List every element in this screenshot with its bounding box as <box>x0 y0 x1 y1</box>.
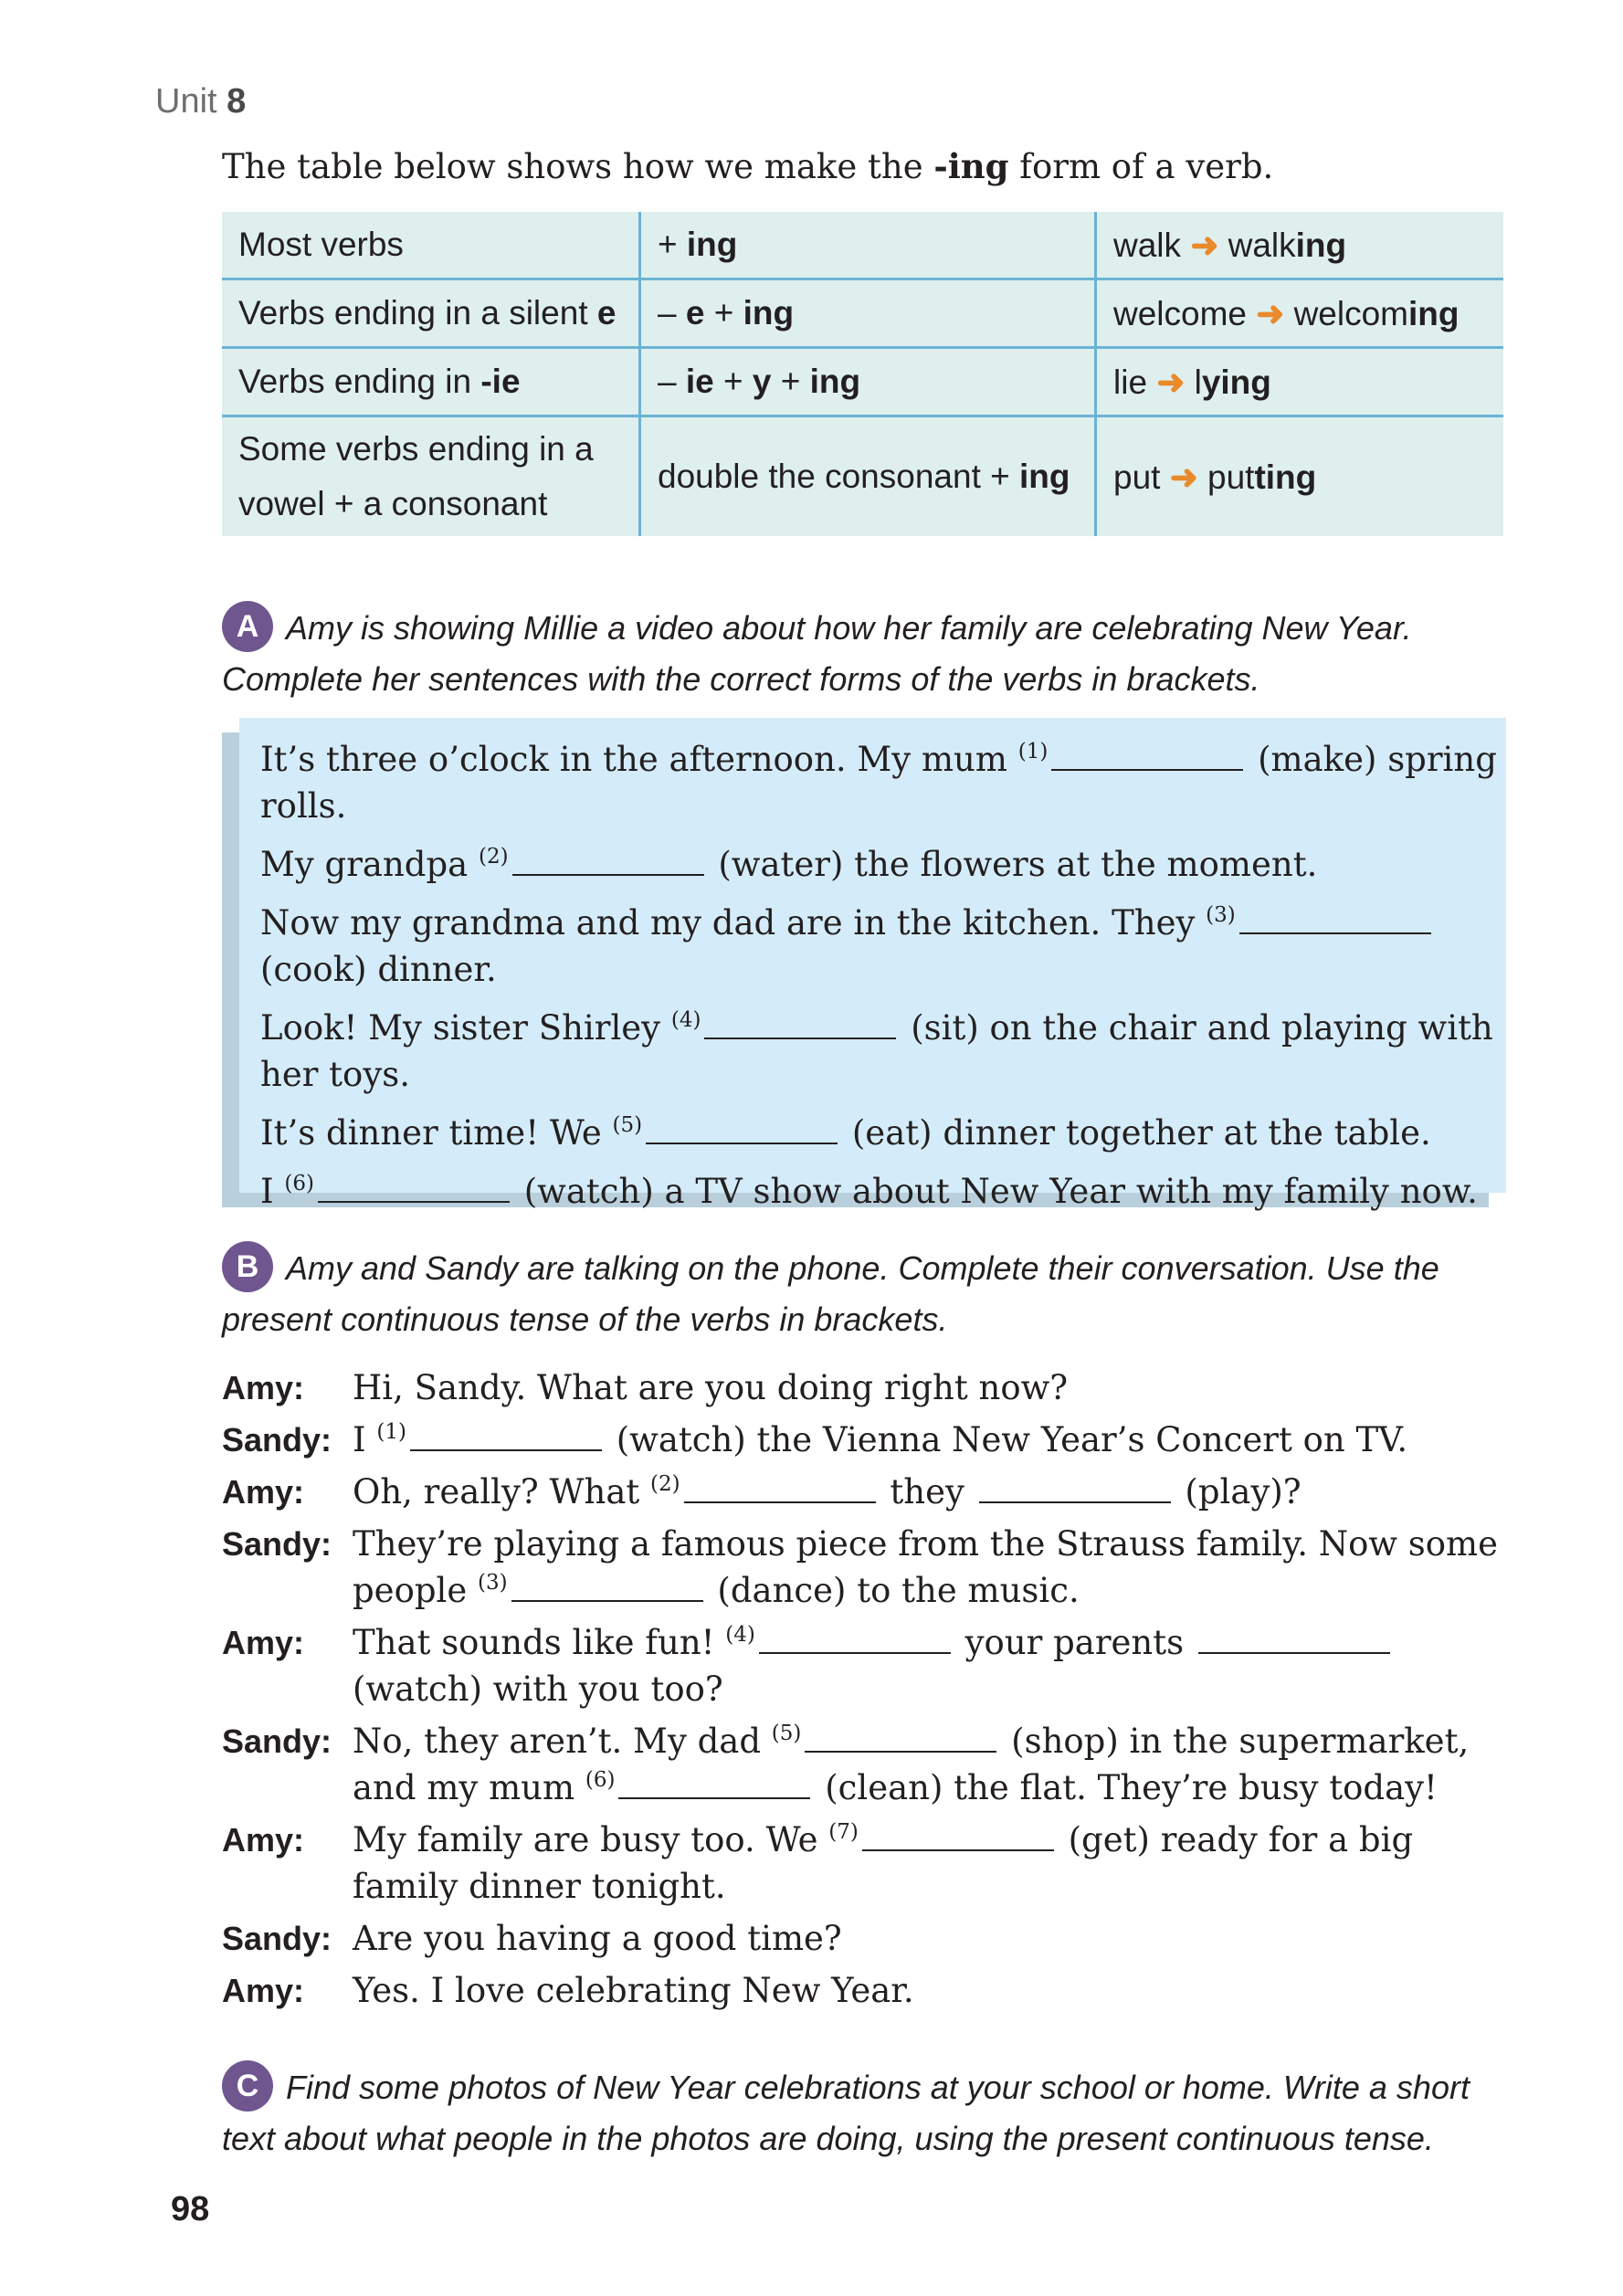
change-part: ing <box>1019 458 1070 495</box>
change-part: e <box>685 294 705 332</box>
item-number: (5) <box>612 1113 643 1137</box>
rule-text: Some verbs ending in a vowel + a consonant <box>238 430 594 522</box>
change-part: ie <box>685 363 714 400</box>
speech-text <box>353 1521 1519 1614</box>
item-number: (5) <box>771 1722 802 1745</box>
speaker-name: Amy: <box>222 1369 305 1406</box>
speech-text <box>353 1364 1519 1411</box>
rule-cell <box>222 348 640 416</box>
speech-part: No, they aren’t. My dad <box>353 1722 772 1761</box>
change-cell <box>640 348 1096 416</box>
item-number: (2) <box>650 1472 680 1496</box>
speech-text <box>353 1469 1519 1515</box>
page-number: 98 <box>171 2190 210 2228</box>
answer-blank[interactable] <box>684 1472 876 1503</box>
speech-part: (clean) the flat. They’re busy today! <box>814 1768 1438 1807</box>
arrow-icon: ➜ <box>1169 458 1198 496</box>
answer-blank[interactable] <box>979 1472 1171 1503</box>
sentence-before: It’s three o’clock in the afternoon. My mum <box>260 740 1018 779</box>
exercise-b-text: Amy and Sandy are talking on the phone. Complete their conversation. Use the present continuous tense of the verbs in brackets. <box>222 1249 1439 1339</box>
dialogue-line <box>222 1469 1519 1515</box>
item-number: (6) <box>585 1768 616 1792</box>
rule-text: Most verbs <box>238 226 404 263</box>
sentence-after: (eat) dinner together at the table. <box>841 1113 1431 1153</box>
item-number: (2) <box>479 845 509 869</box>
speaker-name: Amy: <box>222 1473 305 1511</box>
sentence-after: (cook) dinner. <box>260 950 497 989</box>
speaker-name: Amy: <box>222 1972 305 2009</box>
answer-blank[interactable] <box>410 1420 602 1451</box>
exercise-a-text: Amy is showing Millie a video about how her family are celebrating New Year. Complete her sentences with the correct forms of the verbs in brackets. <box>222 609 1412 699</box>
change-part: + <box>713 363 753 400</box>
speaker-name: Amy: <box>222 1624 305 1661</box>
change-cell <box>640 212 1096 279</box>
example-result: welcom <box>1284 294 1408 332</box>
example-result: put <box>1197 458 1255 496</box>
exercise-c-text: Find some photos of New Year celebrations at your school or home. Write a short text about what people in the photos are doing, using the present continuous tense. <box>222 2069 1470 2158</box>
rule-cell <box>222 212 640 279</box>
speech-part: That sounds like fun! <box>353 1623 726 1662</box>
example-cell <box>1096 212 1504 279</box>
example-base: put <box>1113 458 1170 496</box>
speech-part: (dance) to the music. <box>706 1571 1080 1610</box>
change-cell <box>640 279 1096 348</box>
intro-before: The table below shows how we make the <box>222 147 934 186</box>
example-suffix: ing <box>1295 226 1347 264</box>
dialogue-line <box>222 1417 1519 1463</box>
rule-bold: -ie <box>480 363 521 400</box>
arrow-icon: ➜ <box>1156 363 1186 401</box>
change-part: – <box>658 363 686 400</box>
dialogue-line <box>222 1817 1519 1910</box>
sentence-after: (water) the flowers at the moment. <box>707 845 1318 884</box>
answer-blank[interactable] <box>759 1623 951 1654</box>
exercise-b-instruction <box>222 1245 1519 1343</box>
dialogue-line <box>222 1364 1519 1411</box>
dialogue-line <box>222 1967 1519 2014</box>
arrow-icon: ➜ <box>1256 294 1285 332</box>
change-part: ing <box>686 226 738 263</box>
sentence-before: My grandpa <box>260 845 480 884</box>
item-number: (1) <box>1017 740 1049 764</box>
exercise-b-dialogue <box>222 1364 1519 2019</box>
item-number: (4) <box>670 1008 701 1032</box>
answer-blank[interactable] <box>1239 903 1431 934</box>
exercise-a-sentence <box>260 1168 1512 1215</box>
unit-number: 8 <box>227 82 247 121</box>
rule-cell <box>222 416 640 537</box>
item-number: (6) <box>284 1172 314 1195</box>
exercise-c-badge: C <box>222 2060 273 2112</box>
rule-bold: e <box>596 294 617 332</box>
speaker-name: Amy: <box>222 1821 305 1859</box>
answer-blank[interactable] <box>862 1820 1054 1851</box>
example-result: walk <box>1218 226 1296 264</box>
speech-part: (watch) the Vienna New Year’s Concert on TV. <box>605 1420 1408 1459</box>
speech-part: they <box>879 1472 975 1511</box>
answer-blank[interactable] <box>318 1172 510 1203</box>
example-cell <box>1096 279 1504 348</box>
example-base: welcome <box>1113 294 1257 332</box>
speaker-name: Sandy: <box>222 1525 332 1563</box>
speech-part: Are you having a good time? <box>353 1919 842 1958</box>
exercise-a-sentence <box>260 841 1512 888</box>
answer-blank[interactable] <box>511 1571 703 1602</box>
item-number: (7) <box>828 1820 859 1844</box>
sentence-before: It’s dinner time! We <box>260 1113 613 1153</box>
dialogue-line <box>222 1521 1519 1614</box>
sentence-before: Now my grandma and my dad are in the kitchen. They <box>260 903 1207 943</box>
sentence-before: Look! My sister Shirley <box>260 1008 671 1048</box>
item-number: (3) <box>1206 903 1236 927</box>
dialogue-line <box>222 1915 1519 1962</box>
speaker-name: Sandy: <box>222 1421 332 1459</box>
dialogue-line <box>222 1718 1519 1811</box>
table-row <box>222 416 1503 537</box>
exercise-a-badge: A <box>222 601 273 652</box>
table-row <box>222 212 1503 279</box>
change-part: + <box>771 363 810 400</box>
example-base: lie <box>1113 363 1157 401</box>
example-suffix: ing <box>1408 294 1460 332</box>
rule-text: Verbs ending in <box>238 363 481 400</box>
change-cell <box>640 416 1096 537</box>
example-result: l <box>1185 363 1202 401</box>
speech-part: Hi, Sandy. What are you doing right now? <box>353 1368 1069 1407</box>
intro-text <box>222 146 1273 186</box>
exercise-a-box <box>239 718 1506 1211</box>
speech-text <box>353 1619 1519 1712</box>
table-row <box>222 279 1503 348</box>
change-part: + <box>658 226 687 263</box>
change-part: + <box>704 294 743 332</box>
change-part: ing <box>743 294 795 332</box>
answer-blank[interactable] <box>1051 740 1243 771</box>
change-part: – <box>658 294 686 332</box>
unit-label: Unit <box>155 82 217 121</box>
item-number: (3) <box>478 1571 508 1595</box>
speech-part: (play)? <box>1174 1472 1302 1511</box>
speech-part: (watch) with you too? <box>353 1669 723 1709</box>
exercise-a-sentence <box>260 1005 1512 1098</box>
speech-part: (shop) in the supermarket, and my mum <box>353 1722 1470 1807</box>
example-base: walk <box>1113 226 1191 264</box>
unit-heading <box>155 82 246 121</box>
answer-blank[interactable] <box>704 1008 896 1039</box>
sentence-before: I <box>260 1172 285 1211</box>
speech-text <box>353 1417 1519 1463</box>
speech-text <box>353 1817 1519 1910</box>
speech-part: Yes. I love celebrating New Year. <box>353 1971 914 2010</box>
rule-cell <box>222 279 640 348</box>
speech-part: They’re playing a famous piece from the Strauss family. Now some people <box>353 1524 1499 1610</box>
sentence-after: (watch) a TV show about New Year with my family now. <box>512 1172 1478 1211</box>
speech-part: (get) ready for a big family dinner tonight. <box>353 1820 1414 1906</box>
speech-text <box>353 1915 1519 1962</box>
answer-blank[interactable] <box>512 845 704 876</box>
change-part: ing <box>809 363 861 400</box>
speech-text <box>353 1718 1519 1811</box>
speech-part: your parents <box>954 1623 1195 1662</box>
example-cell <box>1096 416 1504 537</box>
answer-blank[interactable] <box>1198 1623 1390 1654</box>
speech-text <box>353 1967 1519 2014</box>
exercise-a-sentence <box>260 736 1512 829</box>
change-part: y <box>752 363 772 400</box>
speech-part: My family are busy too. We <box>353 1820 829 1859</box>
example-cell <box>1096 348 1504 416</box>
example-suffix: ying <box>1201 363 1271 401</box>
answer-blank[interactable] <box>618 1768 810 1799</box>
speech-part: I <box>353 1420 377 1459</box>
exercise-a-instruction <box>222 605 1519 702</box>
ing-rules-table <box>222 212 1503 536</box>
arrow-icon: ➜ <box>1190 226 1219 264</box>
example-suffix: ting <box>1254 458 1317 496</box>
speaker-name: Sandy: <box>222 1722 332 1760</box>
intro-after: form of a verb. <box>1008 147 1274 186</box>
exercise-c-instruction <box>222 2064 1519 2162</box>
intro-bold: -ing <box>933 146 1009 186</box>
exercise-a-sentence <box>260 900 1512 993</box>
change-part: double the consonant + <box>658 458 1020 495</box>
item-number: (4) <box>725 1623 755 1647</box>
exercise-a-sentence <box>260 1110 1512 1156</box>
answer-blank[interactable] <box>646 1113 838 1144</box>
speaker-name: Sandy: <box>222 1920 332 1957</box>
dialogue-line <box>222 1619 1519 1712</box>
answer-blank[interactable] <box>805 1722 996 1753</box>
exercise-b-badge: B <box>222 1241 273 1292</box>
sentence-after: (sit) on the chair and playing with her toys. <box>260 1008 1493 1094</box>
item-number: (1) <box>376 1420 406 1444</box>
table-row <box>222 348 1503 416</box>
speech-part: Oh, really? What <box>353 1472 651 1511</box>
rule-text: Verbs ending in a silent <box>238 294 597 332</box>
sentence-after: (make) spring rolls. <box>260 740 1497 826</box>
